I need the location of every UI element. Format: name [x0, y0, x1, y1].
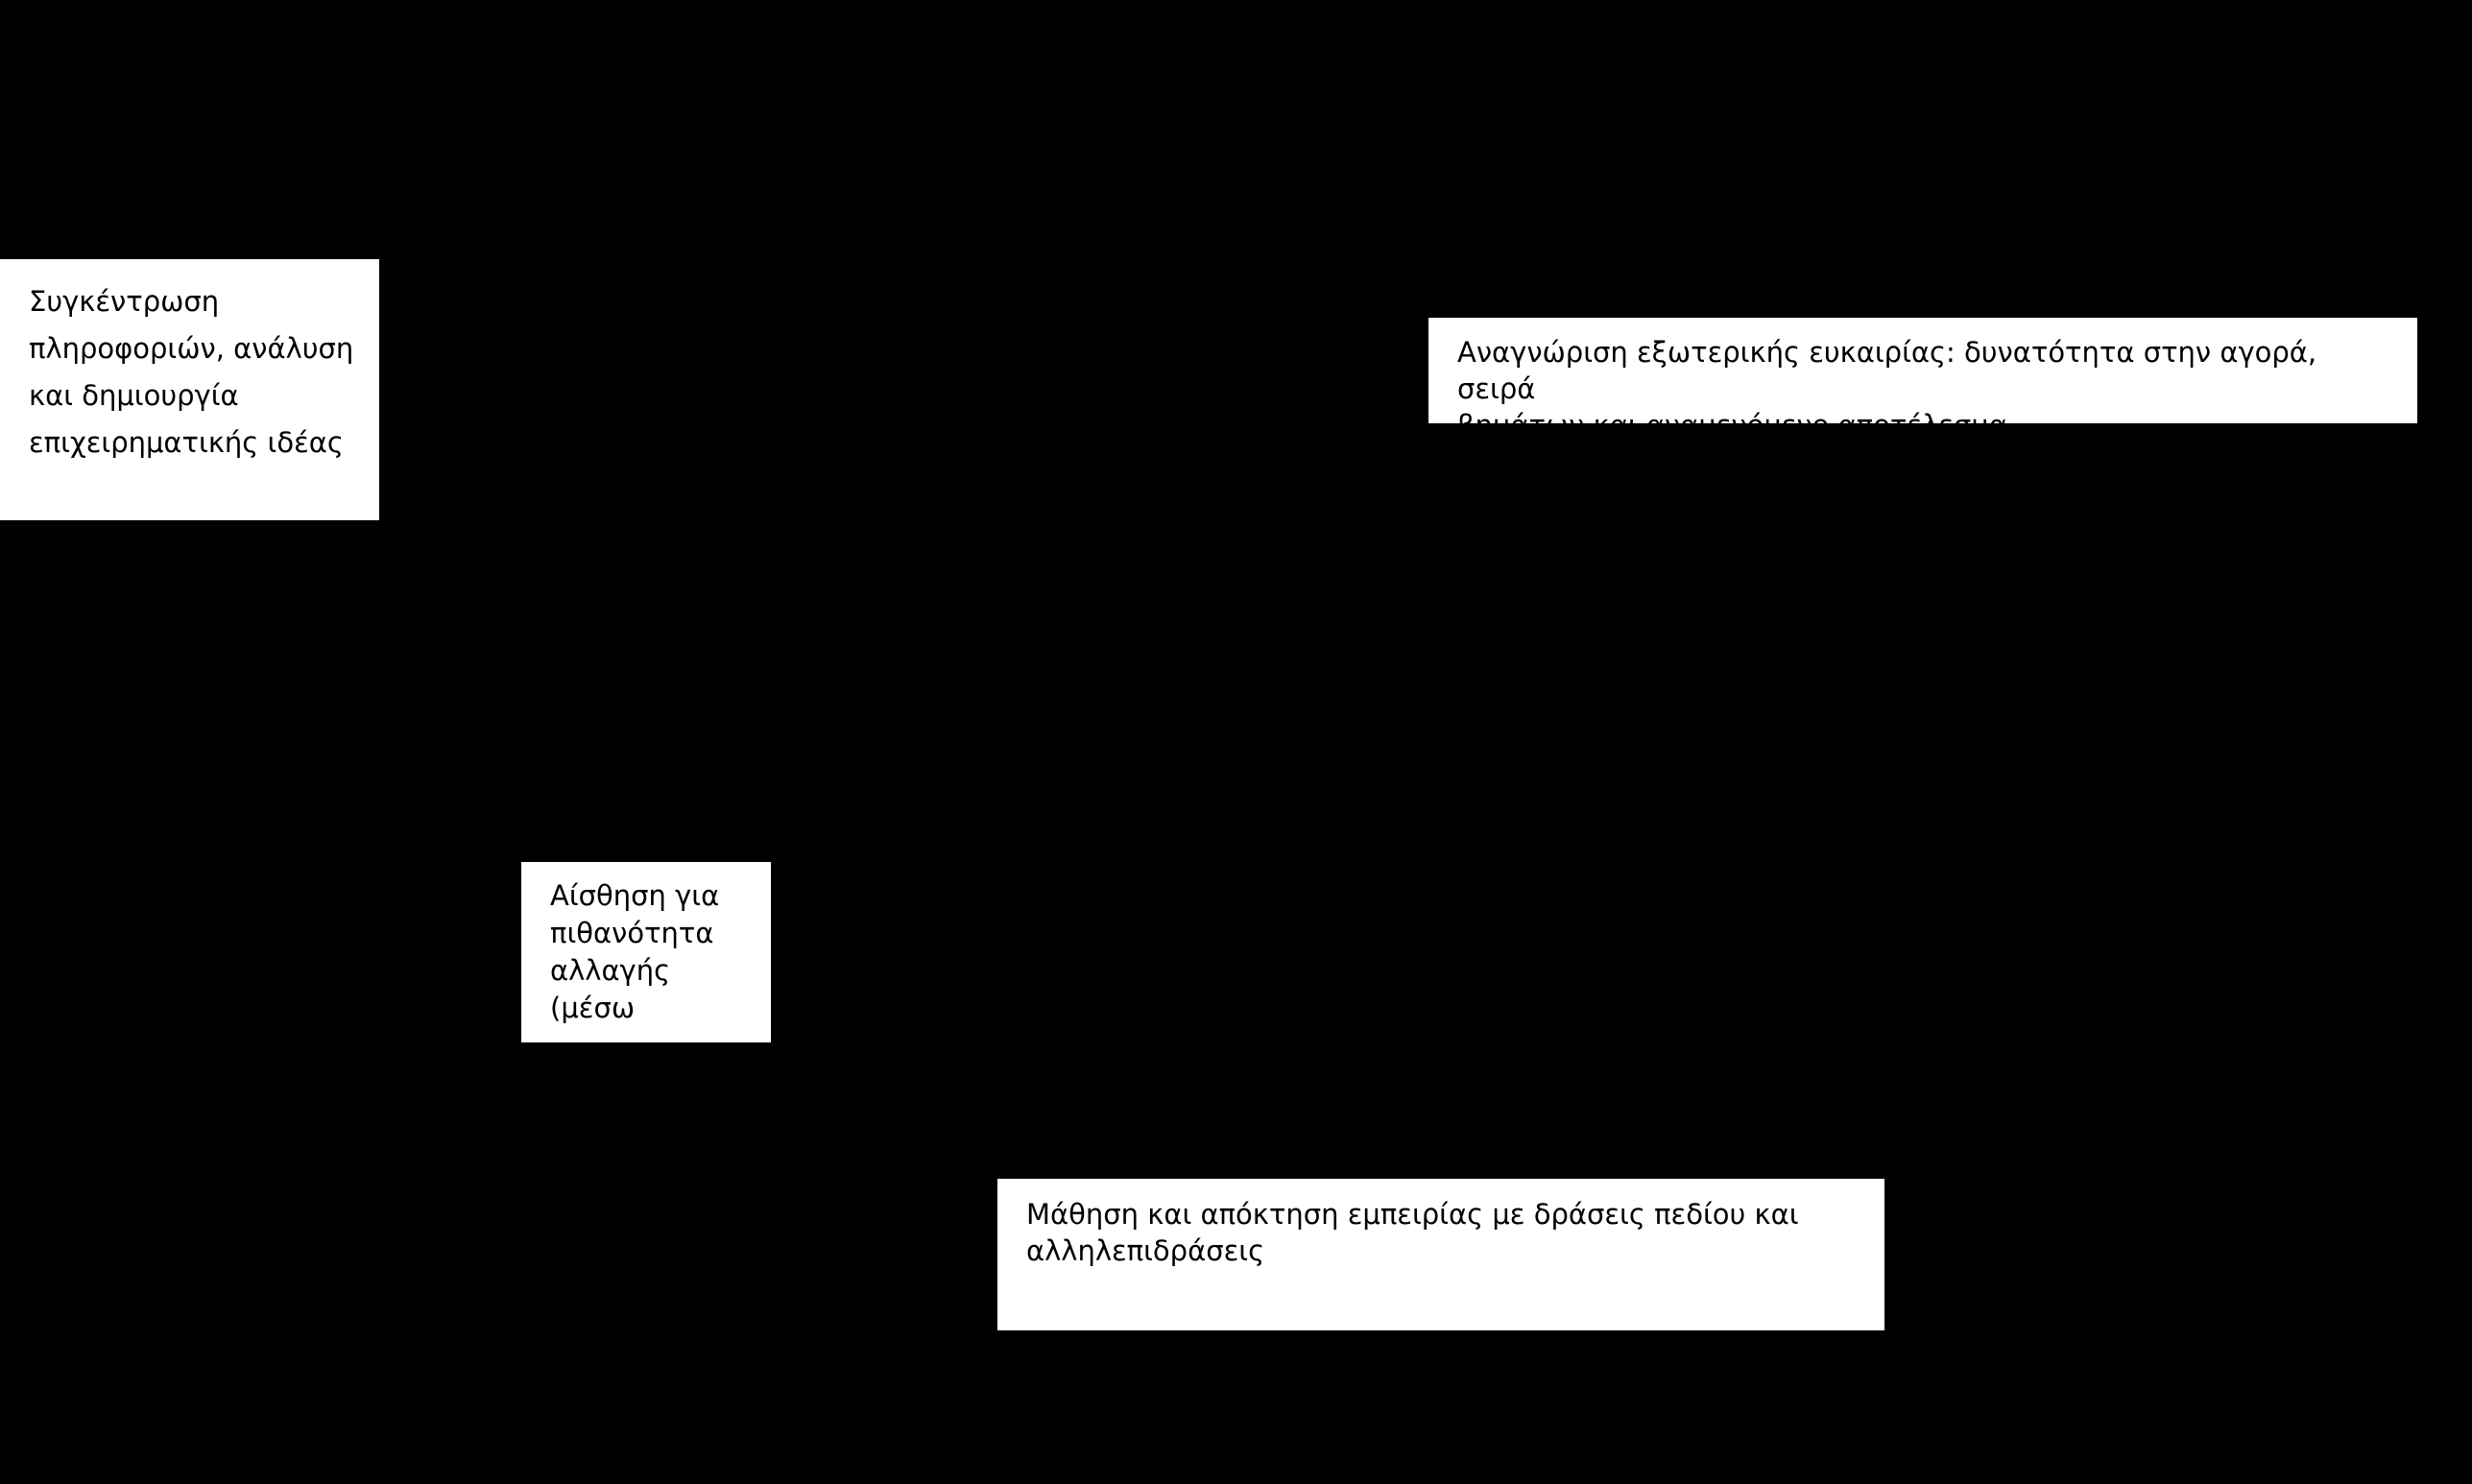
sense-of-change-text: Αίσθηση για πιθανότητα αλλαγής (μέσω [550, 879, 720, 1024]
learning-text: Μάθηση και απόκτηση εμπειρίας με δράσεις πεδίου και αλληλεπιδράσεις [1026, 1198, 1799, 1267]
learning-box [997, 1179, 1884, 1330]
opportunity-text: Αναγνώριση εξωτερικής ευκαιρίας: δυνατότητα στην αγορά, σειρά βημάτων και αναμενόμενο αποτέλεσμα [1457, 336, 2317, 442]
info-gathering-box [0, 259, 379, 520]
sense-of-change-box [521, 862, 771, 1042]
info-gathering-text: Συγκέντρωση πληροφοριών, ανάλυση και δημιουργία επιχειρηματικής ιδέας [29, 285, 354, 459]
opportunity-box [1428, 318, 2417, 442]
